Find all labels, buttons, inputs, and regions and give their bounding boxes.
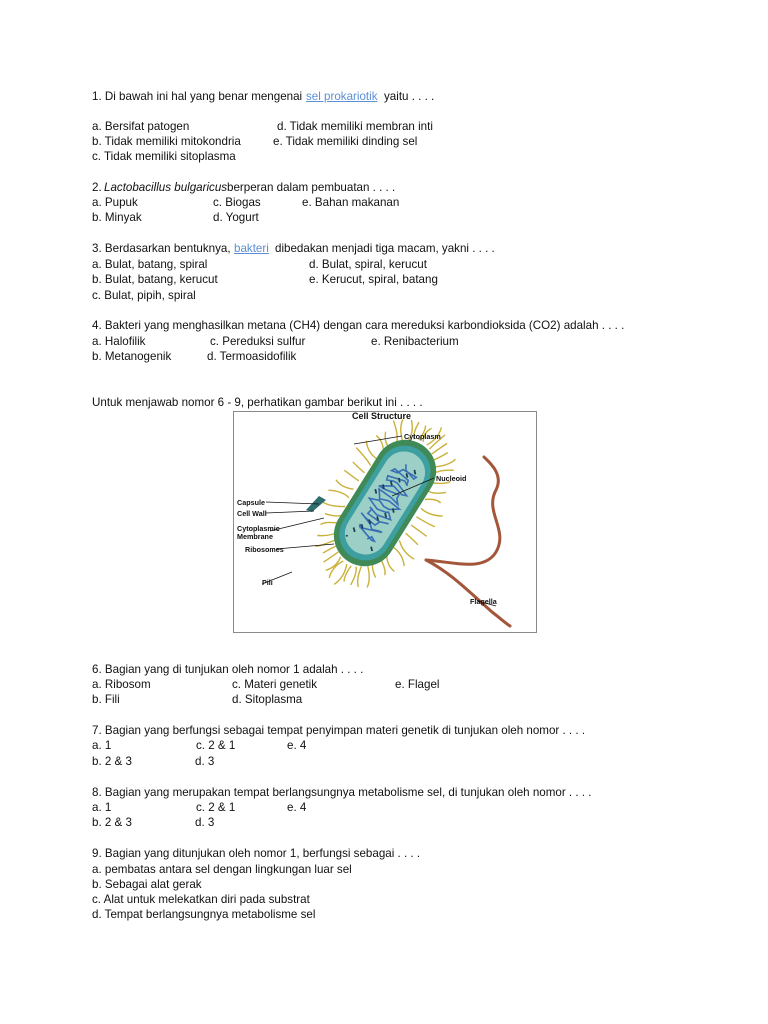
q1-stem-end: yaitu . . . . bbox=[384, 90, 435, 103]
q9-option-d: d. Tempat berlangsungnya metabolisme sel bbox=[92, 908, 316, 921]
q1-option-c: c. Tidak memiliki sitoplasma bbox=[92, 150, 236, 163]
q8-option-c: c. 2 & 1 bbox=[196, 801, 236, 814]
pilus bbox=[416, 517, 435, 527]
q2-stem-end: berperan dalam pembuatan . . . . bbox=[227, 181, 396, 194]
ribosome bbox=[368, 519, 370, 521]
q8-stem-text: 8. Bagian yang merupakan tempat berlangsungnya metabolisme sel, di tunjukan oleh nomor . . . . bbox=[92, 786, 592, 799]
q6-option-e: e. Flagel bbox=[395, 678, 440, 691]
q8-option-d: d. 3 bbox=[195, 816, 215, 829]
q2-option-e: e. Bahan makanan bbox=[302, 196, 400, 209]
ribosome bbox=[414, 470, 416, 472]
pilus bbox=[411, 525, 426, 536]
sel-prokariotik-link[interactable]: sel prokariotik bbox=[306, 90, 378, 103]
ribosome bbox=[361, 524, 363, 526]
pilus bbox=[351, 567, 357, 585]
flagellum-lower bbox=[426, 560, 510, 626]
q8-option-a: a. 1 bbox=[92, 801, 112, 814]
q3-option-e: e. Kerucut, spiral, batang bbox=[309, 273, 438, 286]
pilus bbox=[433, 453, 448, 461]
q6-option-d: d. Sitoplasma bbox=[232, 693, 303, 706]
q2-option-b: b. Minyak bbox=[92, 211, 142, 224]
pilus bbox=[393, 421, 397, 445]
figure-title: Cell Structure bbox=[352, 412, 412, 421]
ribosome bbox=[398, 478, 400, 480]
q4-option-a: a. Halofilik bbox=[92, 335, 146, 348]
pilus bbox=[433, 459, 456, 467]
q9-option-a: a. pembatas antara sel dengan lingkungan luar sel bbox=[92, 863, 352, 876]
ribosome bbox=[346, 535, 348, 537]
pilus bbox=[421, 508, 443, 516]
q2-option-d: d. Yogurt bbox=[213, 211, 259, 224]
ribosome bbox=[370, 547, 372, 549]
pilus bbox=[358, 566, 362, 587]
pilus bbox=[425, 499, 441, 503]
q3-option-a: a. Bulat, batang, spiral bbox=[92, 258, 208, 271]
q4-option-d: d. Termoasidofilik bbox=[207, 350, 297, 363]
q1-option-a: a. Bersifat patogen bbox=[92, 120, 190, 133]
bacterium-diagram bbox=[234, 412, 536, 632]
q9-option-c: c. Alat untuk melekatkan diri pada substrat bbox=[92, 893, 310, 906]
pilus bbox=[401, 420, 403, 442]
q6-stem-text: 6. Bagian yang di tunjukan oleh nomor 1 adalah . . . . bbox=[92, 663, 364, 676]
label-ribosomes: Ribosomes bbox=[245, 545, 284, 554]
pilus bbox=[428, 491, 446, 493]
q3-option-c: c. Bulat, pipih, spiral bbox=[92, 289, 196, 302]
label-membrane: Membrane bbox=[237, 532, 273, 541]
q7-option-d: d. 3 bbox=[195, 755, 215, 768]
q2-option-a: a. Pupuk bbox=[92, 196, 138, 209]
q2-number: 2. bbox=[92, 181, 102, 194]
q3-stem-end: dibedakan menjadi tiga macam, yakni . . . . bbox=[275, 242, 495, 255]
ribosome bbox=[406, 473, 408, 475]
q9-stem-text: 9. Bagian yang ditunjukan oleh nomor 1, berfungsi sebagai . . . . bbox=[92, 847, 421, 860]
ribosome bbox=[392, 508, 394, 510]
q1-stem-text: 1. Di bawah ini hal yang benar mengenai bbox=[92, 90, 303, 103]
q2-species-name: Lactobacillus bulgaricus bbox=[104, 181, 228, 194]
pilus bbox=[393, 547, 404, 566]
q4-stem-text: 4. Bakteri yang menghasilkan metana (CH4) dengan cara mereduksi karbondioksida (CO2) adalah . . . . bbox=[92, 319, 625, 332]
pilus bbox=[353, 462, 365, 473]
q7-option-c: c. 2 & 1 bbox=[196, 739, 236, 752]
q7-option-b: b. 2 & 3 bbox=[92, 755, 132, 768]
bakteri-link[interactable]: bakteri bbox=[234, 242, 269, 255]
label-flagella: Flagella bbox=[470, 597, 497, 606]
pilus bbox=[324, 552, 339, 562]
label-cytoplasmic: Cytoplasmic bbox=[237, 524, 280, 533]
ribosome bbox=[390, 481, 392, 483]
ribosome bbox=[353, 527, 355, 529]
q9-option-b: b. Sebagai alat gerak bbox=[92, 878, 202, 891]
cell-structure-figure bbox=[233, 411, 537, 633]
q3-option-b: b. Bulat, batang, kerucut bbox=[92, 273, 218, 286]
ribosome bbox=[382, 484, 384, 486]
q8-option-b: b. 2 & 3 bbox=[92, 816, 132, 829]
figure-intro-text: Untuk menjawab nomor 6 - 9, perhatikan gambar berikut ini . . . . bbox=[92, 396, 423, 409]
ribosome bbox=[376, 516, 378, 518]
q2-option-c: c. Biogas bbox=[213, 196, 261, 209]
q7-option-a: a. 1 bbox=[92, 739, 112, 752]
q7-option-e: e. 4 bbox=[287, 739, 307, 752]
label-cytoplasm: Cytoplasm bbox=[404, 432, 441, 441]
q1-option-d: d. Tidak memiliki membran inti bbox=[277, 120, 433, 133]
pilus bbox=[367, 565, 369, 588]
pilus bbox=[325, 514, 342, 516]
q3-stem-text: 3. Berdasarkan bentuknya, bbox=[92, 242, 231, 255]
pilus bbox=[336, 480, 354, 489]
pilus bbox=[323, 546, 337, 553]
pilus bbox=[322, 501, 346, 506]
pilus bbox=[406, 533, 418, 545]
q6-option-a: a. Ribosom bbox=[92, 678, 151, 691]
q4-option-c: c. Pereduksi sulfur bbox=[210, 335, 306, 348]
q4-option-e: e. Renibacterium bbox=[371, 335, 459, 348]
label-nucleoid: Nucleoid bbox=[436, 474, 467, 483]
q6-option-c: c. Materi genetik bbox=[232, 678, 318, 691]
q6-option-b: b. Fili bbox=[92, 693, 120, 706]
q4-option-b: b. Metanogenik bbox=[92, 350, 172, 363]
pilus bbox=[334, 564, 347, 584]
label-pili: Pili bbox=[262, 578, 273, 587]
pilus bbox=[328, 490, 349, 498]
label-cell-wall: Cell Wall bbox=[237, 509, 267, 518]
ribosome bbox=[384, 513, 386, 515]
q1-option-e: e. Tidak memiliki dinding sel bbox=[273, 135, 418, 148]
pilus bbox=[366, 441, 377, 459]
ribosome bbox=[375, 489, 377, 491]
q3-option-d: d. Bulat, spiral, kerucut bbox=[309, 258, 427, 271]
q8-option-e: e. 4 bbox=[287, 801, 307, 814]
q1-option-b: b. Tidak memiliki mitokondria bbox=[92, 135, 241, 148]
label-capsule: Capsule bbox=[237, 498, 265, 507]
q7-stem-text: 7. Bagian yang berfungsi sebagai tempat penyimpan materi genetik di tunjukan oleh nomor . . . . bbox=[92, 724, 586, 737]
pilus bbox=[344, 470, 359, 481]
